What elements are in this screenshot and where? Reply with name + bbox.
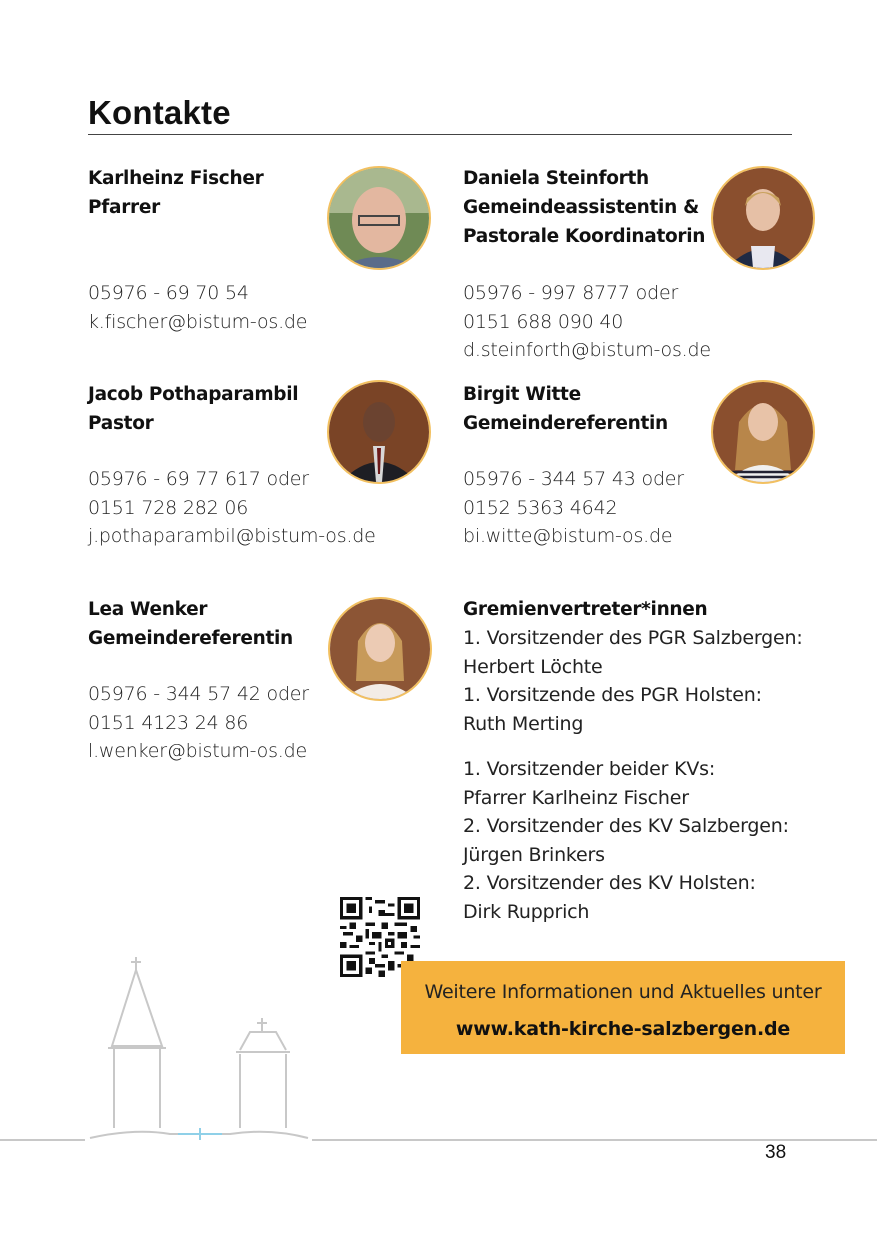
committee-line: 1. Vorsitzender des PGR Salzbergen: [463,627,803,649]
contact-phone: 05976 - 69 77 617 oder [88,468,309,490]
contact-mobile: 0151 728 282 06 [88,496,249,519]
contact-phone: 05976 - 69 70 54 [88,282,249,304]
committee-line: 2. Vorsitzender des KV Salzbergen: [463,815,789,837]
committee-heading: Gremienvertreter*innen [463,599,708,620]
contact-name: Daniela Steinforth [463,168,649,189]
contact-mobile: 0152 5363 4642 [463,496,618,519]
contact-name: Birgit Witte [463,384,581,405]
contact-phone: 05976 - 344 57 42 oder [88,683,309,705]
contact-name: Lea Wenker [88,599,208,620]
committee-line: Pfarrer Karlheinz Fischer [463,786,689,809]
contact-mobile: 0151 688 090 40 [463,310,624,333]
contact-role: Gemeindeassistentin & [463,197,699,218]
contact-role-2: Pastorale Koordinatorin [463,226,706,247]
title-divider [88,134,792,135]
contact-phone: 05976 - 997 8777 oder [463,282,679,304]
committee-section [463,595,853,926]
committee-line: 1. Vorsitzender beider KVs: [463,758,716,780]
contact-email: k.fischer@bistum-os.de [88,310,308,333]
contact-email: d.steinforth@bistum-os.de [463,339,711,361]
page-number: 38 [765,1142,787,1163]
contact-mobile: 0151 4123 24 86 [88,711,249,734]
page-title: Kontakte [88,94,231,131]
committee-line: 2. Vorsitzender des KV Holsten: [463,872,756,894]
committee-line: Jürgen Brinkers [463,843,605,866]
contact-role: Gemeindereferentin [88,628,293,649]
contact-email: l.wenker@bistum-os.de [88,740,307,762]
contact-role: Pastor [88,413,154,434]
contact-role: Pfarrer [88,197,160,218]
contact-name: Karlheinz Fischer [88,168,264,189]
portrait-pothaparambil [327,380,431,484]
portrait-steinforth [711,166,815,270]
contact-role: Gemeindereferentin [463,413,668,434]
church-outline-icon [0,950,877,1150]
committee-line: Dirk Rupprich [463,900,590,923]
contact-phone: 05976 - 344 57 43 oder [463,468,684,490]
committee-line: Ruth Merting [463,712,584,735]
portrait-fischer [327,166,431,270]
portrait-wenker [328,597,432,701]
portrait-witte [711,380,815,484]
website-link[interactable]: www.kath-kirche-salzbergen.de [455,1018,791,1040]
committee-line: 1. Vorsitzende des PGR Holsten: [463,684,762,706]
committee-line: Herbert Löchte [463,655,603,678]
info-text: Weitere Informationen und Aktuelles unter [424,981,822,1003]
contact-email: bi.witte@bistum-os.de [463,525,673,547]
contact-name: Jacob Pothaparambil [88,384,299,405]
contact-email: j.pothaparambil@bistum-os.de [88,525,376,547]
